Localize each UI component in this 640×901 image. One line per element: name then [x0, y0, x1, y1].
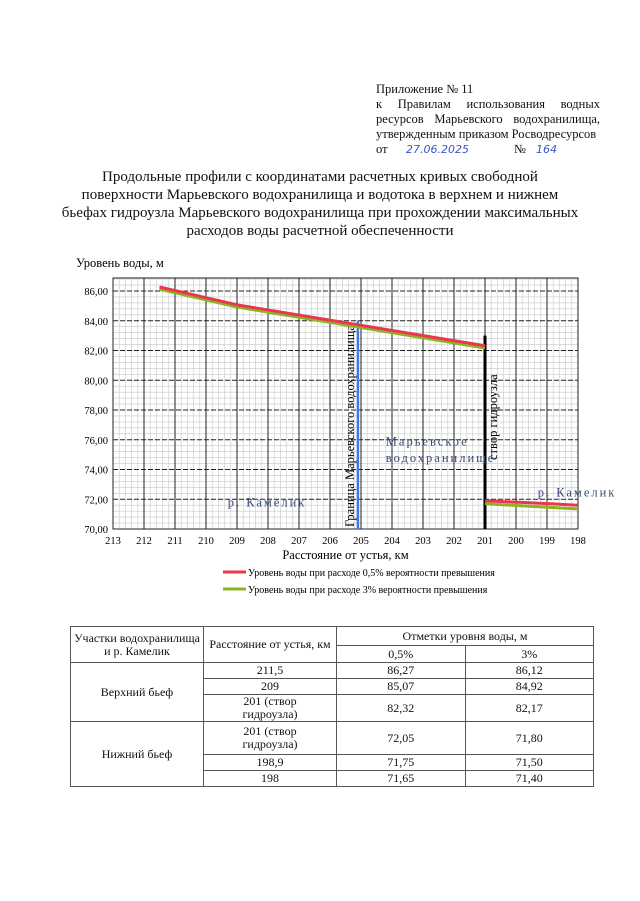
cell: 72,05 [337, 722, 466, 755]
y-tick-label: 78,00 [84, 406, 108, 417]
x-tick-label: 203 [415, 536, 431, 547]
document-title: Продольные профили с координатами расчетных кривых свободной поверхности Марьевского водохранилища и водотока в верхнем и нижнем бьефах гидроузла Марьевского водохранилища при прохождении максимальных расходов воды расчетной обеспеченности [61, 169, 579, 239]
cell: 198 [204, 771, 337, 787]
cell: 71,40 [465, 771, 594, 787]
section-lower: Нижний бьеф [71, 722, 204, 787]
chart-annotation: р. Камелик [227, 495, 307, 510]
x-tick-label: 201 [477, 536, 493, 547]
y-axis-label: Уровень воды, м [76, 256, 164, 270]
x-tick-label: 199 [539, 536, 555, 547]
header-sections: Участки водохранилища и р. Камелик [71, 627, 204, 663]
x-tick-label: 213 [105, 536, 121, 547]
x-tick-label: 208 [260, 536, 276, 547]
y-tick-label: 82,00 [84, 346, 108, 358]
y-tick-label: 86,00 [84, 287, 108, 298]
cell: 71,80 [465, 722, 594, 755]
chart-annotation: Марьевское [385, 434, 469, 449]
cell: 201 (створ гидроузла) [204, 722, 337, 755]
y-tick-label: 80,00 [84, 376, 108, 388]
y-tick-label: 84,00 [84, 316, 108, 328]
x-tick-label: 204 [384, 536, 400, 547]
header-line: к Правилам использования водных [376, 97, 600, 111]
legend-entry: Уровень воды при расходе 0,5% вероятности превышения [248, 568, 495, 579]
x-tick-label: 210 [198, 536, 214, 547]
header-levels: Отметки уровня воды, м [337, 627, 594, 646]
header-distance: Расстояние от устья, км [204, 627, 337, 663]
section-upper: Верхний бьеф [71, 663, 204, 722]
series-line [160, 287, 486, 346]
x-tick-label: 202 [446, 536, 462, 547]
chart-annotation: водохранилище [385, 451, 496, 466]
from-label: от [376, 142, 388, 156]
cell: 71,75 [337, 755, 466, 771]
order-number: 164 [536, 143, 557, 156]
x-tick-label: 209 [229, 536, 245, 547]
chart-annotation: р. Камелик [537, 485, 617, 500]
x-tick-label: 207 [291, 536, 307, 547]
x-tick-label: 198 [570, 536, 586, 547]
number-label: № [514, 142, 526, 156]
x-tick-label: 206 [322, 536, 338, 547]
legend-entry: Уровень воды при расходе 3% вероятности превышения [248, 585, 488, 596]
cell: 71,65 [337, 771, 466, 787]
y-tick-label: 70,00 [84, 525, 108, 536]
cell: 201 (створ гидроузла) [204, 695, 337, 722]
cell: 82,32 [337, 695, 466, 722]
x-tick-label: 200 [508, 536, 524, 547]
x-tick-label: 212 [136, 536, 152, 547]
water-level-table [70, 626, 594, 787]
header-line: утвержденным приказом Росводресурсов [376, 127, 597, 141]
cell: 86,12 [465, 663, 594, 679]
marker-label: створ гидроузла [486, 374, 500, 460]
cell: 82,17 [465, 695, 594, 722]
cell: 86,27 [337, 663, 466, 679]
appendix-number: Приложение № 11 [376, 82, 474, 96]
y-tick-label: 76,00 [84, 435, 108, 447]
header-line: ресурсов Марьевского водохранилища, [376, 112, 600, 126]
header-p05: 0,5% [337, 646, 466, 663]
marker-label: Граница Марьевского водохранилища [342, 325, 357, 527]
order-date: 27.06.2025 [406, 143, 469, 156]
x-tick-label: 205 [353, 536, 369, 547]
header-p3: 3% [465, 646, 594, 663]
cell: 211,5 [204, 663, 337, 679]
y-tick-label: 72,00 [84, 495, 108, 507]
cell: 85,07 [337, 679, 466, 695]
cell: 71,50 [465, 755, 594, 771]
cell: 209 [204, 679, 337, 695]
cell: 84,92 [465, 679, 594, 695]
x-axis-label: Расстояние от устья, км [282, 548, 409, 562]
x-tick-label: 211 [167, 536, 183, 547]
cell: 198,9 [204, 755, 337, 771]
y-tick-label: 74,00 [84, 465, 108, 477]
